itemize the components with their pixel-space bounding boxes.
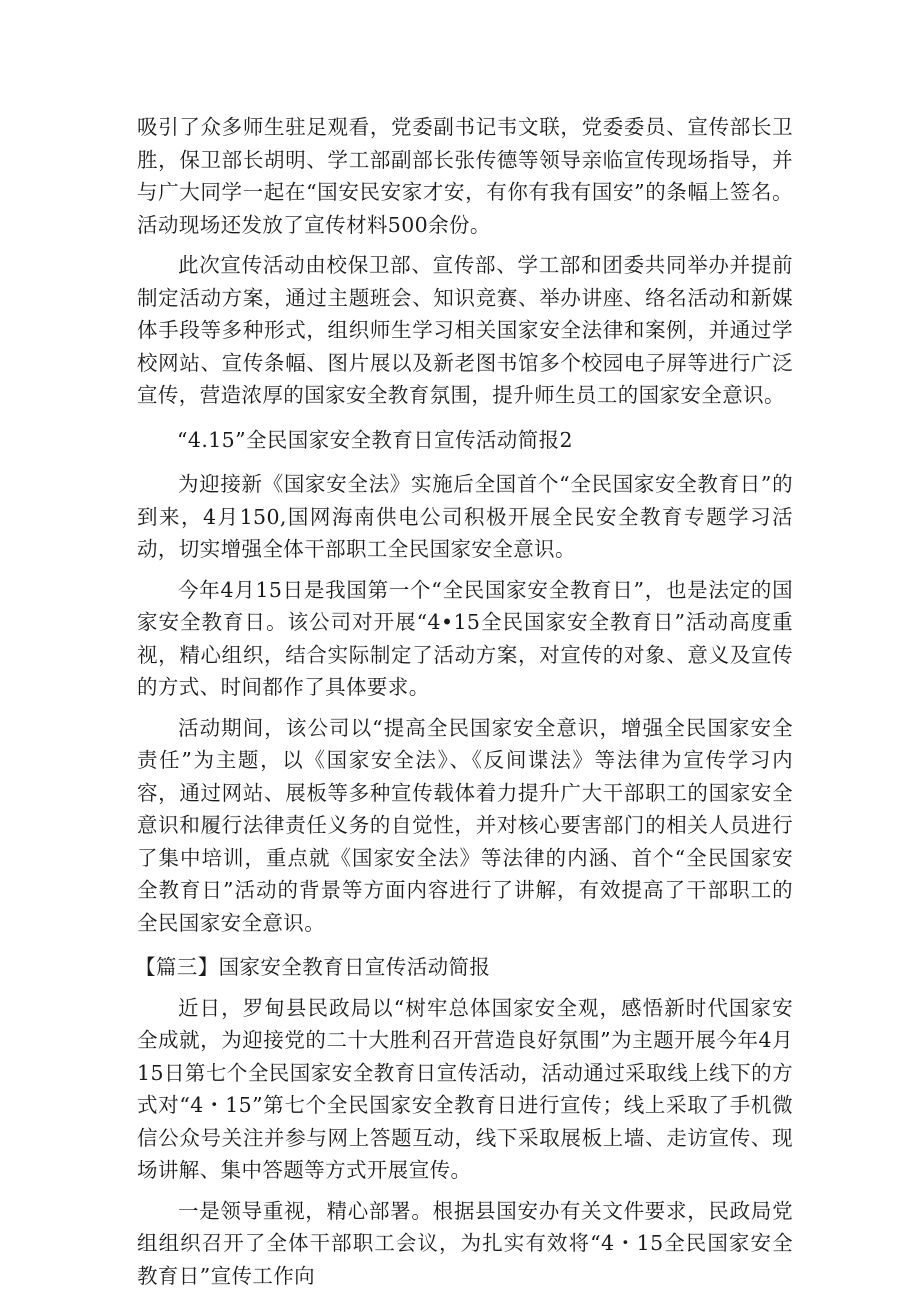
document-body <box>137 111 793 1292</box>
paragraph-first-education-day: 今年4月15日是我国第一个“全民国家安全教育日”，也是法定的国家安全教育日。该公司对开展“4•15全民国家安全教育日”活动高度重视，精心组织，结合实际制定了活动方案，对宣传的对象、意义及宣传的方式、时间都作了具体要求。 <box>137 577 793 699</box>
paragraph-hainan-intro: 为迎接新《国家安全法》实施后全国首个“全民国家安全教育日”的到来，4月150,国网海南供电公司积极开展全民安全教育专题学习活动，切实增强全体干部职工全民国家安全意识。 <box>137 472 793 561</box>
paragraph-activity-period: 活动期间，该公司以“提高全民国家安全意识，增强全民国家安全责任”为主题，以《国家安全法》、《反间谍法》等法律为宣传学习内容，通过网站、展板等多种宣传载体着力提升广大干部职工的国家安全意识和履行法律责任义务的自觉性，并对核心要害部门的相关人员进行了集中培训，重点就《国家安全法》等法律的内涵、首个“全民国家安全教育日”活动的背景等方面内容进行了讲解，有效提高了干部职工的全民国家安全意识。 <box>137 715 793 935</box>
section-heading-part-three: 【篇三】国家安全教育日宣传活动简报 <box>135 955 491 979</box>
paragraph-luodian-intro: 近日，罗甸县民政局以“树牢总体国家安全观，感悟新时代国家安全成就，为迎接党的二十大胜利召开营造良好氛围”为主题开展今年4月15日第七个全民国家安全教育日宣传活动，活动通过采取线上线下的方式对“4・15”第七个全民国家安全教育日进行宣传；线上采取了手机微信公众号关注并参与网上答题互动，线下采取展板上墙、走访宣传、现场讲解、集中答题等方式开展宣传。 <box>137 995 793 1182</box>
paragraph-campaign-organizers: 此次宣传活动由校保卫部、宣传部、学工部和团委共同举办并提前制定活动方案，通过主题班会、知识竞赛、举办讲座、络名活动和新媒体手段等多种形式，组织师生学习相关国家安全法律和案例，并通过学校网站、宣传条幅、图片展以及新老图书馆多个校园电子屏等进行广泛宣传，营造浓厚的国家安全教育氛围，提升师生员工的国家安全意识。 <box>137 253 793 407</box>
paragraph-leadership: 一是领导重视，精心部署。根据县国安办有关文件要求，民政局党组组织召开了全体干部职工会议，为扎实有效将“4・15全民国家安全教育日”宣传工作向 <box>137 1198 793 1288</box>
paragraph-continuation: 吸引了众多师生驻足观看，党委副书记韦文联，党委委员、宣传部长卫胜，保卫部长胡明、学工部副部长张传德等领导亲临宣传现场指导，并与广大同学一起在“国安民安家才安，有你有我有国安”的条幅上签名。活动现场还发放了宣传材料500余份。 <box>137 115 793 237</box>
report-subtitle: “4.15”全民国家安全教育日宣传活动简报2 <box>177 427 573 452</box>
